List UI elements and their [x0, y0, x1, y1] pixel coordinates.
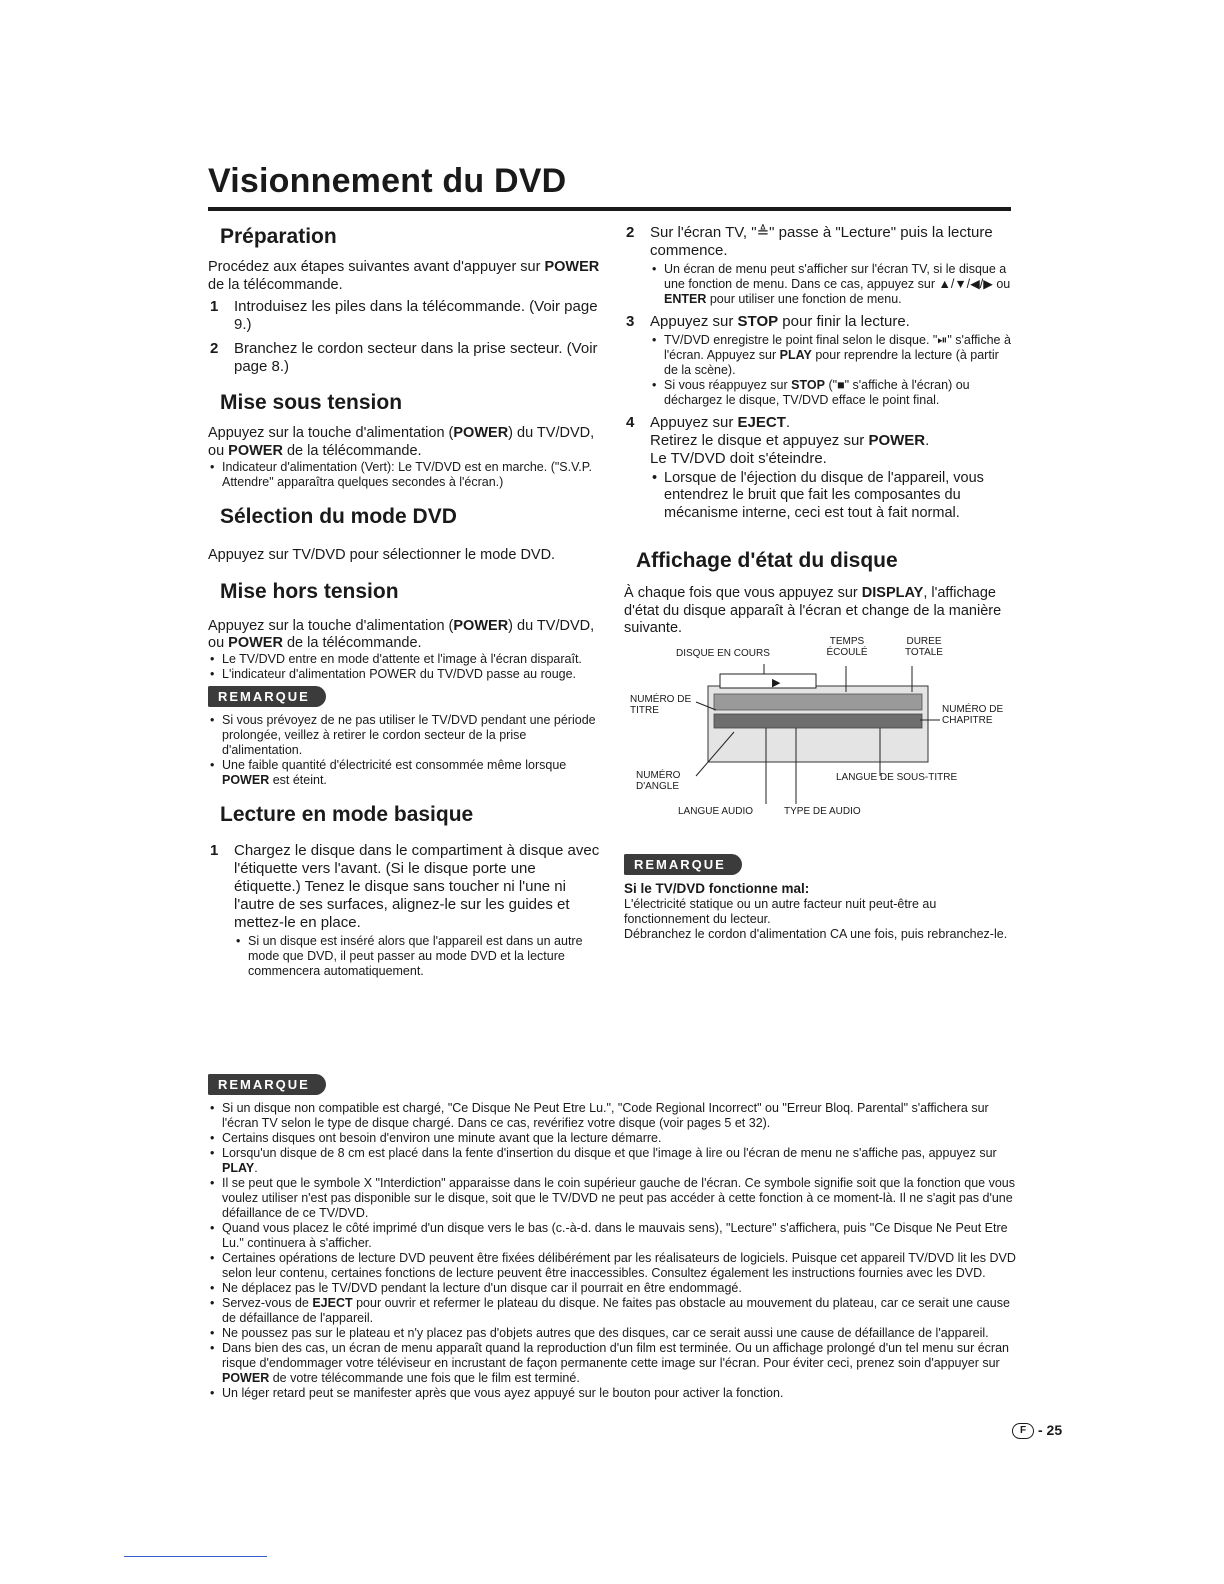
- lecture-step-1: 1 Chargez le disque dans le compartiment à disque avec l'étiquette vers l'avant. (Si le disque porte une étiquette.) Tenez le disque sans toucher ni l'une ni l'autre de ses surfaces, alignez-le sur les guides et mettez-le en place. • Si un disque est inséré alors que l'appareil est dans un autre mode que DVD, il peut passer au mode DVD et la lecture commencera automatiquement.: [208, 842, 600, 979]
- lecture-step-1-bullet: • Si un disque est inséré alors que l'appareil est dans un autre mode que DVD, il peut passer au mode DVD et la lecture commencera automatiquement.: [234, 934, 600, 979]
- note-item: • Dans bien des cas, un écran de menu apparaît quand la reproduction d'un film est terminée. Ou un affichage prolongé d'un tel menu sur écran risque d'endommager votre téléviseur en incrustant de façon permanente cette image sur l'écran. Pour éviter ceci, prenez soin d'appuyer sur POWER de votre télécommande une fois que le film est terminé.: [208, 1341, 1018, 1386]
- heading-mise-hors-tension: Mise hors tension: [220, 579, 399, 603]
- title-rule: [208, 207, 1011, 211]
- note-item: • Lorsqu'un disque de 8 cm est placé dans la fente d'insertion du disque et que l'image à lire ou l'écran de menu ne s'affiche pas, appuyez sur PLAY.: [208, 1146, 1018, 1176]
- mise-sous-tension-bullet: • Indicateur d'alimentation (Vert): Le TV/DVD est en marche. ("S.V.P. Attendre" apparaîtra quelques secondes à l'écran.): [208, 460, 600, 490]
- note-item: • Une faible quantité d'électricité est consommée même lorsque POWER est éteint.: [208, 758, 600, 788]
- remarque-badge: REMARQUE: [208, 686, 326, 707]
- lecture-step-2-bullet: • Un écran de menu peut s'afficher sur l'écran TV, si le disque a une fonction de menu. Dans ce cas, appuyez sur ▲/▼/◀/▶ ou ENTER pour utiliser une fonction de menu.: [650, 262, 1014, 307]
- lecture-step-3-bullet-1: • TV/DVD enregistre le point final selon le disque. "⏯" s'affiche à l'écran. Appuyez sur PLAY pour reprendre la lecture (à partir de la scène).: [650, 333, 1014, 378]
- malfunction-heading: Si le TV/DVD fonctionne mal:: [624, 880, 810, 896]
- mise-hors-tension-bullet-2: • L'indicateur d'alimentation POWER du TV/DVD passe au rouge.: [208, 667, 600, 682]
- label-numero-angle: NUMÉRO D'ANGLE: [636, 769, 681, 793]
- affichage-text: À chaque fois que vous appuyez sur DISPLAY, l'affichage d'état du disque apparaît à l'écran et change de la manière suivante.: [624, 585, 1002, 637]
- bottom-notes-list: [208, 1101, 1018, 1401]
- lecture-basique-steps: [208, 842, 600, 979]
- remarque-badge: REMARQUE: [624, 854, 742, 875]
- lecture-step-4-bullet: • Lorsque de l'éjection du disque de l'appareil, vous entendrez le bruit que fait les composantes du mécanisme interne, ceci est tout à fait normal.: [650, 470, 1014, 522]
- note-item: • Un léger retard peut se manifester après que vous ayez appuyé sur le bouton pour activer la fonction.: [208, 1386, 1018, 1401]
- selection-mode-text: Appuyez sur TV/DVD pour sélectionner le mode DVD.: [208, 547, 556, 564]
- preparation-intro: Procédez aux étapes suivantes avant d'appuyer sur POWER de la télécommande.: [208, 259, 600, 293]
- page-number: F - 25: [1012, 1422, 1062, 1439]
- label-temps-ecoule: TEMPS ÉCOULÉ: [826, 635, 868, 659]
- left-column: [208, 224, 600, 985]
- lecture-steps-continued: [624, 224, 1014, 522]
- mise-hors-tension-bullets: [208, 652, 600, 682]
- mise-hors-tension-bullet-1: • Le TV/DVD entre en mode d'attente et l'image à l'écran disparaît.: [208, 652, 600, 667]
- note-item: • Si un disque non compatible est chargé, "Ce Disque Ne Peut Etre Lu.", "Code Regional Incorrect" ou "Erreur Bloq. Parental" s'affichera sur l'écran TV selon le type de disque chargé. Dans ce cas, revérifiez votre disque (voir pages 5 et 32).: [208, 1101, 1018, 1131]
- preparation-step-1: 1 Introduisez les piles dans la télécommande. (Voir page 9.): [210, 297, 598, 333]
- label-langue-sous-titre: LANGUE DE SOUS-TITRE: [836, 771, 958, 783]
- heading-lecture-basique: Lecture en mode basique: [220, 803, 474, 827]
- heading-affichage: Affichage d'état du disque: [636, 549, 898, 573]
- label-numero-chapitre: NUMÉRO DE CHAPITRE: [942, 703, 1004, 727]
- heading-preparation: Préparation: [220, 225, 337, 248]
- preparation-step-2: 2 Branchez le cordon secteur dans la prise secteur. (Voir page 8.): [210, 339, 598, 375]
- lecture-step-3-bullet-2: • Si vous réappuyez sur STOP ("■" s'affiche à l'écran) ou déchargez le disque, TV/DVD efface le point final.: [650, 378, 1014, 408]
- lecture-step-4: 4 Appuyez sur EJECT. Retirez le disque et appuyez sur POWER. Le TV/DVD doit s'éteindre. • Lorsque de l'éjection du disque de l'appareil, vous entendrez le bruit que fait les composantes du mécanisme interne, ceci est tout à fait normal.: [624, 414, 1014, 522]
- label-duree-totale: DUREE TOTALE: [905, 635, 943, 659]
- note-item: • Quand vous placez le côté imprimé d'un disque vers le bas (c.-à-d. dans le mauvais sens), "Lecture" s'affichera, puis "Ce Disque Ne Peut Etre Lu." continuera à s'afficher.: [208, 1221, 1018, 1251]
- label-langue-audio: LANGUE AUDIO: [678, 805, 754, 817]
- label-type-audio: TYPE DE AUDIO: [784, 805, 861, 817]
- lecture-step-3: 3 Appuyez sur STOP pour finir la lecture. • TV/DVD enregistre le point final selon le disque. "⏯" s'affiche à l'écran. Appuyez sur PLAY pour reprendre la lecture (à partir de la scène). • Si vous réappuyez sur STOP ("■" s'affiche à l'écran) ou déchargez le disque, TV/DVD efface le point final.: [624, 313, 1014, 408]
- lecture-step-2: 2 Sur l'écran TV, "≜" passe à "Lecture" puis la lecture commence. • Un écran de menu peut s'afficher sur l'écran TV, si le disque a une fonction de menu. Dans ce cas, appuyez sur ▲/▼/◀/▶ ou ENTER pour utiliser une fonction de menu.: [624, 224, 1014, 307]
- mise-sous-tension-text: Appuyez sur la touche d'alimentation (POWER) du TV/DVD, ou POWER de la télécommande.: [208, 425, 595, 459]
- language-f-icon: F: [1012, 1423, 1034, 1439]
- mise-sous-tension-bullets: [208, 460, 600, 490]
- remarque-badge: REMARQUE: [208, 1074, 326, 1095]
- heading-selection-mode: Sélection du mode DVD: [220, 504, 457, 528]
- bottom-notes: [208, 1070, 1018, 1401]
- note-item: • Certains disques ont besoin d'environ une minute avant que la lecture démarre.: [208, 1131, 1018, 1146]
- page-title: Visionnement du DVD: [208, 162, 567, 200]
- note-item: • Servez-vous de EJECT pour ouvrir et refermer le plateau du disque. Ne faites pas obstacle au mouvement du plateau, car ce serait une cause de défaillance de l'appareil.: [208, 1296, 1018, 1326]
- status-diagram: [624, 635, 1014, 844]
- bottom-link-line: [124, 1556, 267, 1557]
- note-item: • Certaines opérations de lecture DVD peuvent être fixées délibérément par les réalisateurs de logiciels. Puisque cet appareil TV/DVD lit les DVD selon leur contenu, certaines fonctions de lecture peuvent être inaccessibles. Consultez également les instructions fournies avec les DVD.: [208, 1251, 1018, 1281]
- note-item: • Ne poussez pas sur le plateau et n'y placez pas d'objets autres que des disques, car ce serait aussi une cause de défaillance de l'appareil.: [208, 1326, 1018, 1341]
- mise-hors-tension-notes: [208, 713, 600, 788]
- malfunction-text-2: Débranchez le cordon d'alimentation CA une fois, puis rebranchez-le.: [624, 926, 1008, 941]
- heading-mise-sous-tension: Mise sous tension: [220, 390, 403, 414]
- label-numero-titre: NUMÉRO DE TITRE: [630, 693, 692, 717]
- note-item: • Si vous prévoyez de ne pas utiliser le TV/DVD pendant une période prolongée, veillez à retirer le cordon secteur de la prise d'alimentation.: [208, 713, 600, 758]
- preparation-steps: [208, 298, 600, 376]
- right-column: [624, 224, 1014, 942]
- note-item: • Ne déplacez pas le TV/DVD pendant la lecture d'un disque car il pourrait en être endommagé.: [208, 1281, 1018, 1296]
- mise-hors-tension-text: Appuyez sur la touche d'alimentation (POWER) du TV/DVD, ou POWER de la télécommande.: [208, 617, 595, 652]
- malfunction-text-1: L'électricité statique ou un autre facteur nuit peut-être au fonctionnement du lecteur.: [624, 896, 937, 926]
- note-item: • Il se peut que le symbole X "Interdiction" apparaisse dans le coin supérieur gauche de l'écran. Ce symbole signifie soit que la fonction que vous voulez utiliser n'est pas disponible sur le disque, soit que le TV/DVD ne peut pas accéder à cette fonction à ce moment-là. Il ne s'agit pas d'une défaillance de ce TV/DVD.: [208, 1176, 1018, 1221]
- label-disque-en-cours: DISQUE EN COURS: [676, 647, 770, 659]
- play-icon: ▶: [772, 676, 781, 689]
